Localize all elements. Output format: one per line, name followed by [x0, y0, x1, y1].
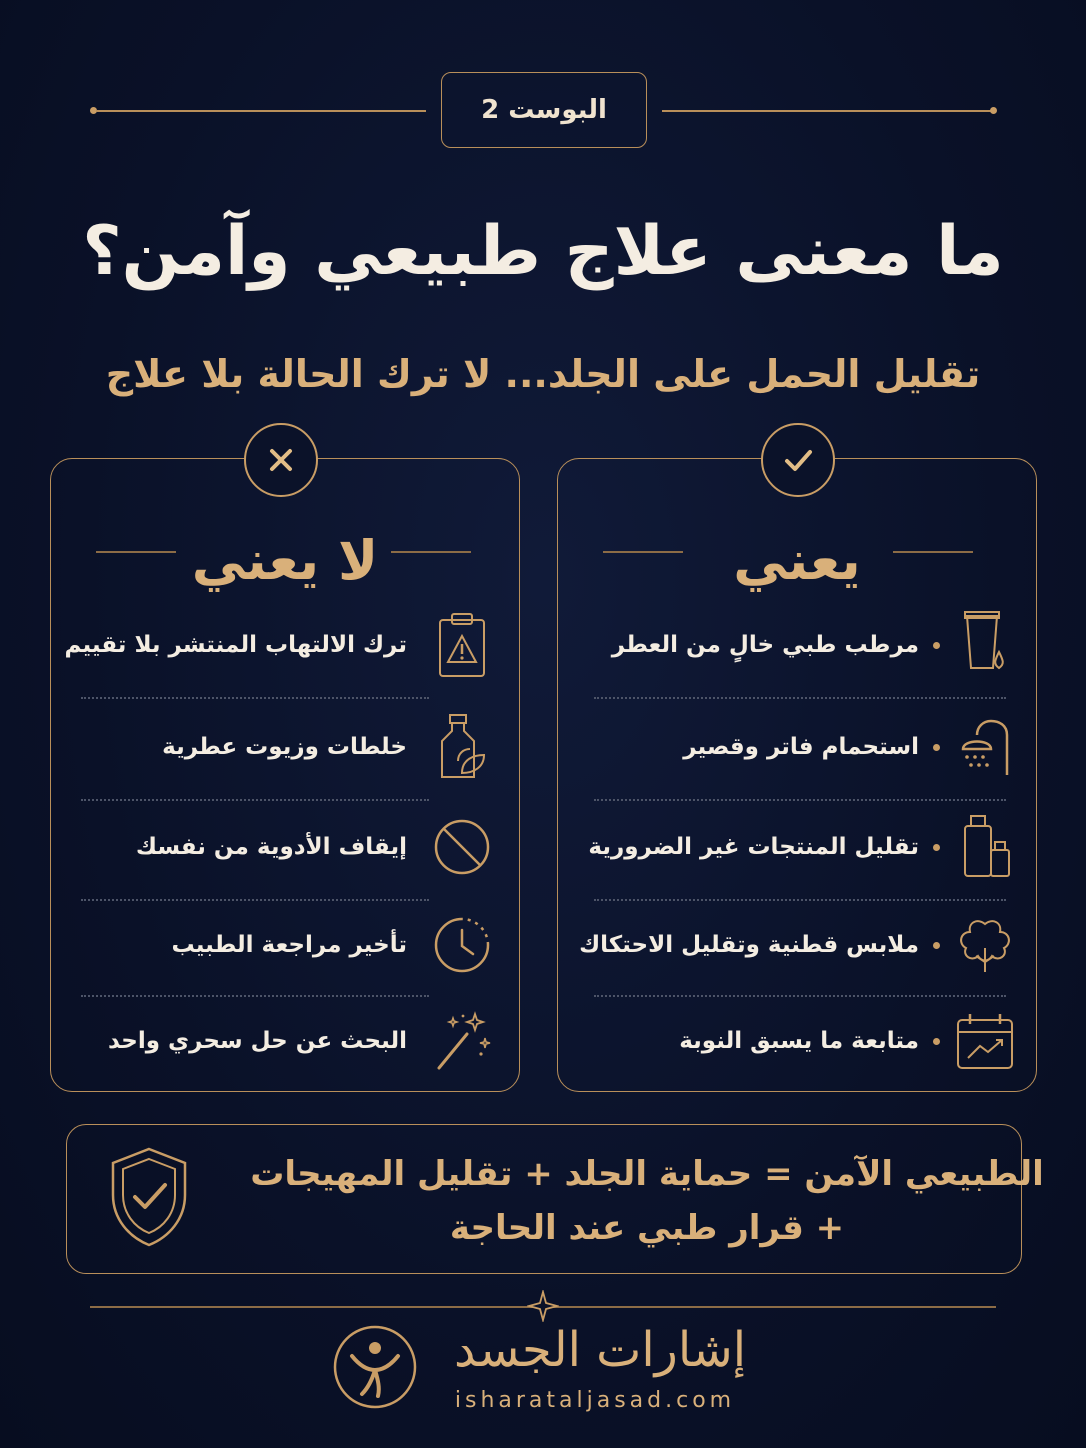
not-means-card — [50, 458, 520, 1092]
check-icon — [761, 423, 835, 497]
means-item-label: ملابس قطنية وتقليل الاحتكاك — [579, 932, 919, 958]
bullet-dot — [933, 642, 940, 649]
summary-box — [66, 1124, 1044, 1274]
summary-line-2: + قرار طبي عند الحاجة — [449, 1208, 845, 1248]
not-means-item-label: إيقاف الأدوية من نفسك — [135, 834, 407, 860]
not-means-item — [64, 595, 493, 695]
page-subtitle: تقليل الحمل على الجلد... لا ترك الحالة بلا علاج — [105, 352, 981, 396]
clipboard-warning-icon — [431, 609, 493, 681]
not-means-item — [171, 895, 493, 995]
prohibited-icon — [431, 811, 493, 883]
bullet-dot — [933, 942, 940, 949]
not-means-item-label: تأخير مراجعة الطبيب — [171, 932, 407, 958]
means-card — [557, 458, 1037, 1092]
summary-line-1: الطبيعي الآمن = حماية الجلد + تقليل المهيجات — [250, 1154, 1044, 1194]
top-left-line — [96, 110, 426, 112]
cotton-icon — [954, 909, 1016, 981]
x-icon — [244, 423, 318, 497]
oil-bottle-icon — [431, 711, 493, 783]
bullet-dot — [933, 844, 940, 851]
not-means-heading: لا يعني — [191, 529, 379, 592]
clock-icon — [431, 909, 493, 981]
means-item — [612, 595, 1016, 695]
cream-tube-icon — [954, 609, 1016, 681]
not-means-item — [136, 797, 493, 897]
bullet-dot — [933, 1038, 940, 1045]
summary-text — [247, 1147, 1047, 1255]
shield-check-icon — [107, 1145, 191, 1253]
calendar-chart-icon — [954, 1005, 1016, 1077]
magic-wand-icon — [431, 1005, 493, 1077]
not-means-item — [162, 697, 493, 797]
bottles-icon — [954, 811, 1016, 883]
not-means-item — [108, 991, 493, 1091]
bullet-dot — [933, 744, 940, 751]
means-item-label: متابعة ما يسبق النوبة — [679, 1028, 919, 1054]
means-item — [588, 797, 1016, 897]
means-item-label: استحمام فاتر وقصير — [683, 734, 919, 760]
top-right-dot — [990, 107, 997, 114]
brand-url: isharataljasad.com — [454, 1388, 736, 1413]
not-means-item-label: البحث عن حل سحري واحد — [108, 1028, 407, 1054]
means-item-label: مرطب طبي خالٍ من العطر — [611, 632, 919, 658]
shower-icon — [954, 711, 1016, 783]
means-item — [679, 991, 1016, 1091]
not-means-item-label: ترك الالتهاب المنتشر بلا تقييم — [64, 632, 407, 658]
means-item — [579, 895, 1016, 995]
post-number-badge: البوست 2 — [441, 72, 647, 148]
page-title: ما معنى علاج طبيعي وآمن؟ — [82, 212, 1004, 291]
person-logo-icon — [332, 1324, 418, 1414]
means-item-label: تقليل المنتجات غير الضرورية — [588, 834, 919, 860]
means-heading: يعني — [733, 529, 861, 592]
top-right-line — [662, 110, 992, 112]
brand-name: إشارات الجسد — [453, 1322, 747, 1378]
sparkle-icon — [527, 1290, 559, 1326]
means-item — [683, 697, 1016, 797]
not-means-item-label: خلطات وزيوت عطرية — [162, 734, 407, 760]
